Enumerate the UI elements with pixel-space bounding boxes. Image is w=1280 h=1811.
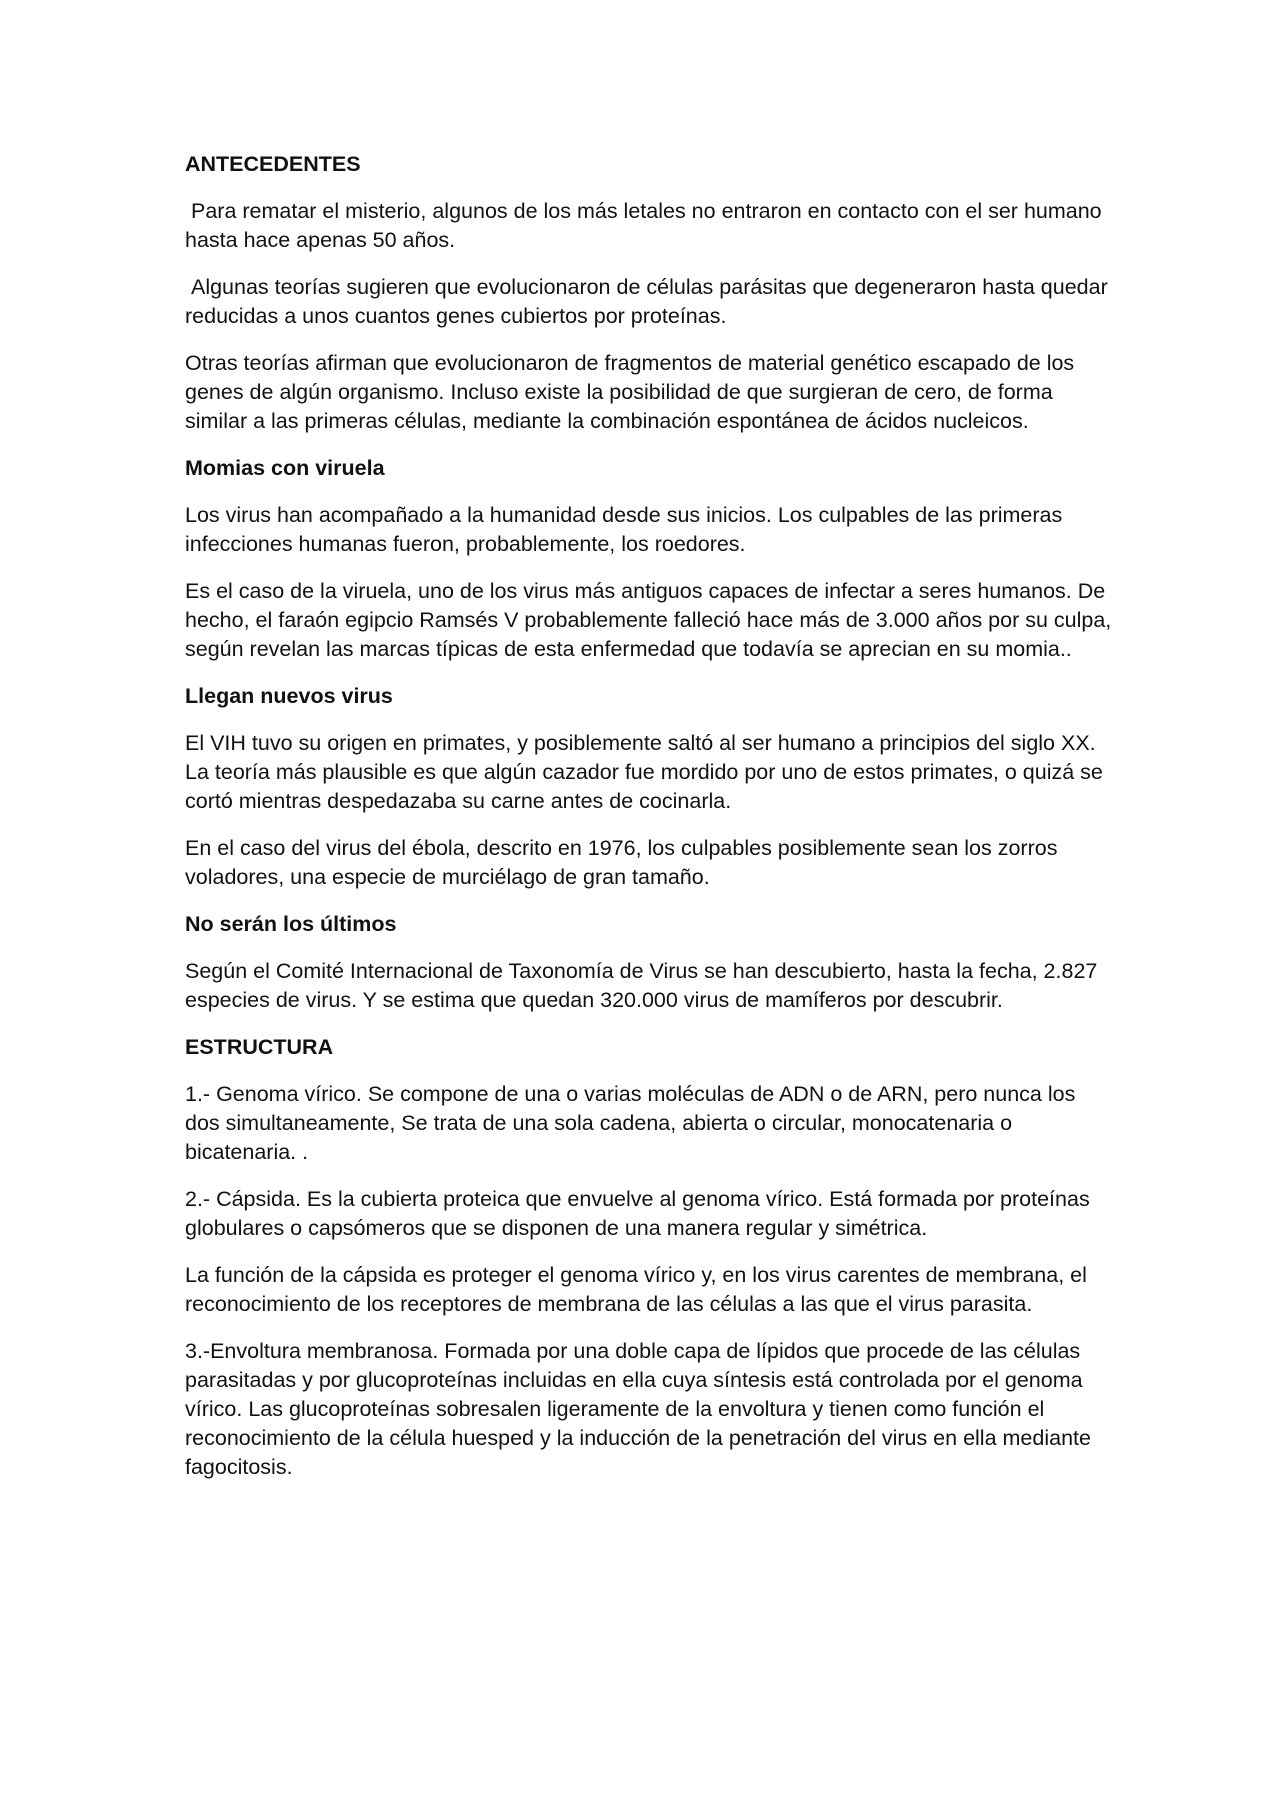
paragraph-antecedentes-3: Otras teorías afirman que evolucionaron de fragmentos de material genético escapado de los genes de algún organismo. Incluso existe la posibilidad de que surgieran de cero, de forma similar a las primeras células, mediante la combinación espontánea de ácidos nucleicos.	[185, 351, 1081, 433]
paragraph-momias-1: Los virus han acompañado a la humanidad desde sus inicios. Los culpables de las primeras infecciones humanas fueron, probablemente, los roedores.	[185, 503, 1069, 556]
heading-llegan-nuevos-virus: Llegan nuevos virus	[185, 684, 393, 708]
document-page	[185, 150, 1118, 1500]
paragraph-ultimos-1: Según el Comité Internacional de Taxonomía de Virus se han descubierto, hasta la fecha, 2.827 especies de virus. Y se estima que quedan 320.000 virus de mamíferos por descubrir.	[185, 959, 1104, 1012]
paragraph-estructura-envoltura: 3.-Envoltura membranosa. Formada por una doble capa de lípidos que procede de las células parasitadas y por glucoproteínas incluidas en ella cuya síntesis está controlada por el genoma vírico. Las glucoproteínas sobresalen ligeramente de la envoltura y tienen como función el reconocimiento de la célula huesped y la inducción de la penetración del virus en ella mediante fagocitosis.	[185, 1339, 1097, 1479]
heading-antecedentes: ANTECEDENTES	[185, 152, 361, 176]
paragraph-momias-2: Es el caso de la viruela, uno de los virus más antiguos capaces de infectar a seres humanos. De hecho, el faraón egipcio Ramsés V probablemente falleció hace más de 3.000 años por su culpa, según revelan las marcas típicas de esta enfermedad que todavía se aprecian en su momia..	[185, 579, 1118, 661]
paragraph-llegan-1: El VIH tuvo su origen en primates, y posiblemente saltó al ser humano a principios del siglo XX. La teoría más plausible es que algún cazador fue mordido por uno de estos primates, o quizá se cortó mientras despedazaba su carne antes de cocinarla.	[185, 731, 1109, 813]
paragraph-estructura-capsida: 2.- Cápsida. Es la cubierta proteica que envuelve al genoma vírico. Está formada por proteínas globulares o capsómeros que se disponen de una manera regular y simétrica.	[185, 1187, 1096, 1240]
paragraph-estructura-funcion-capsida: La función de la cápsida es proteger el genoma vírico y, en los virus carentes de membrana, el reconocimiento de los receptores de membrana de las células a las que el virus parasita.	[185, 1263, 1093, 1316]
paragraph-antecedentes-1: Para rematar el misterio, algunos de los más letales no entraron en contacto con el ser humano hasta hace apenas 50 años.	[185, 199, 1108, 252]
heading-no-seran-los-ultimos: No serán los últimos	[185, 912, 397, 936]
paragraph-estructura-genoma: 1.- Genoma vírico. Se compone de una o varias moléculas de ADN o de ARN, pero nunca los dos simultaneamente, Se trata de una sola cadena, abierta o circular, monocatenaria o bicatenaria. .	[185, 1082, 1082, 1164]
heading-momias-con-viruela: Momias con viruela	[185, 456, 385, 480]
paragraph-antecedentes-2: Algunas teorías sugieren que evolucionaron de células parásitas que degeneraron hasta quedar reducidas a unos cuantos genes cubiertos por proteínas.	[185, 275, 1114, 328]
heading-estructura: ESTRUCTURA	[185, 1035, 334, 1059]
paragraph-llegan-2: En el caso del virus del ébola, descrito en 1976, los culpables posiblemente sean los zorros voladores, una especie de murciélago de gran tamaño.	[185, 836, 1064, 889]
